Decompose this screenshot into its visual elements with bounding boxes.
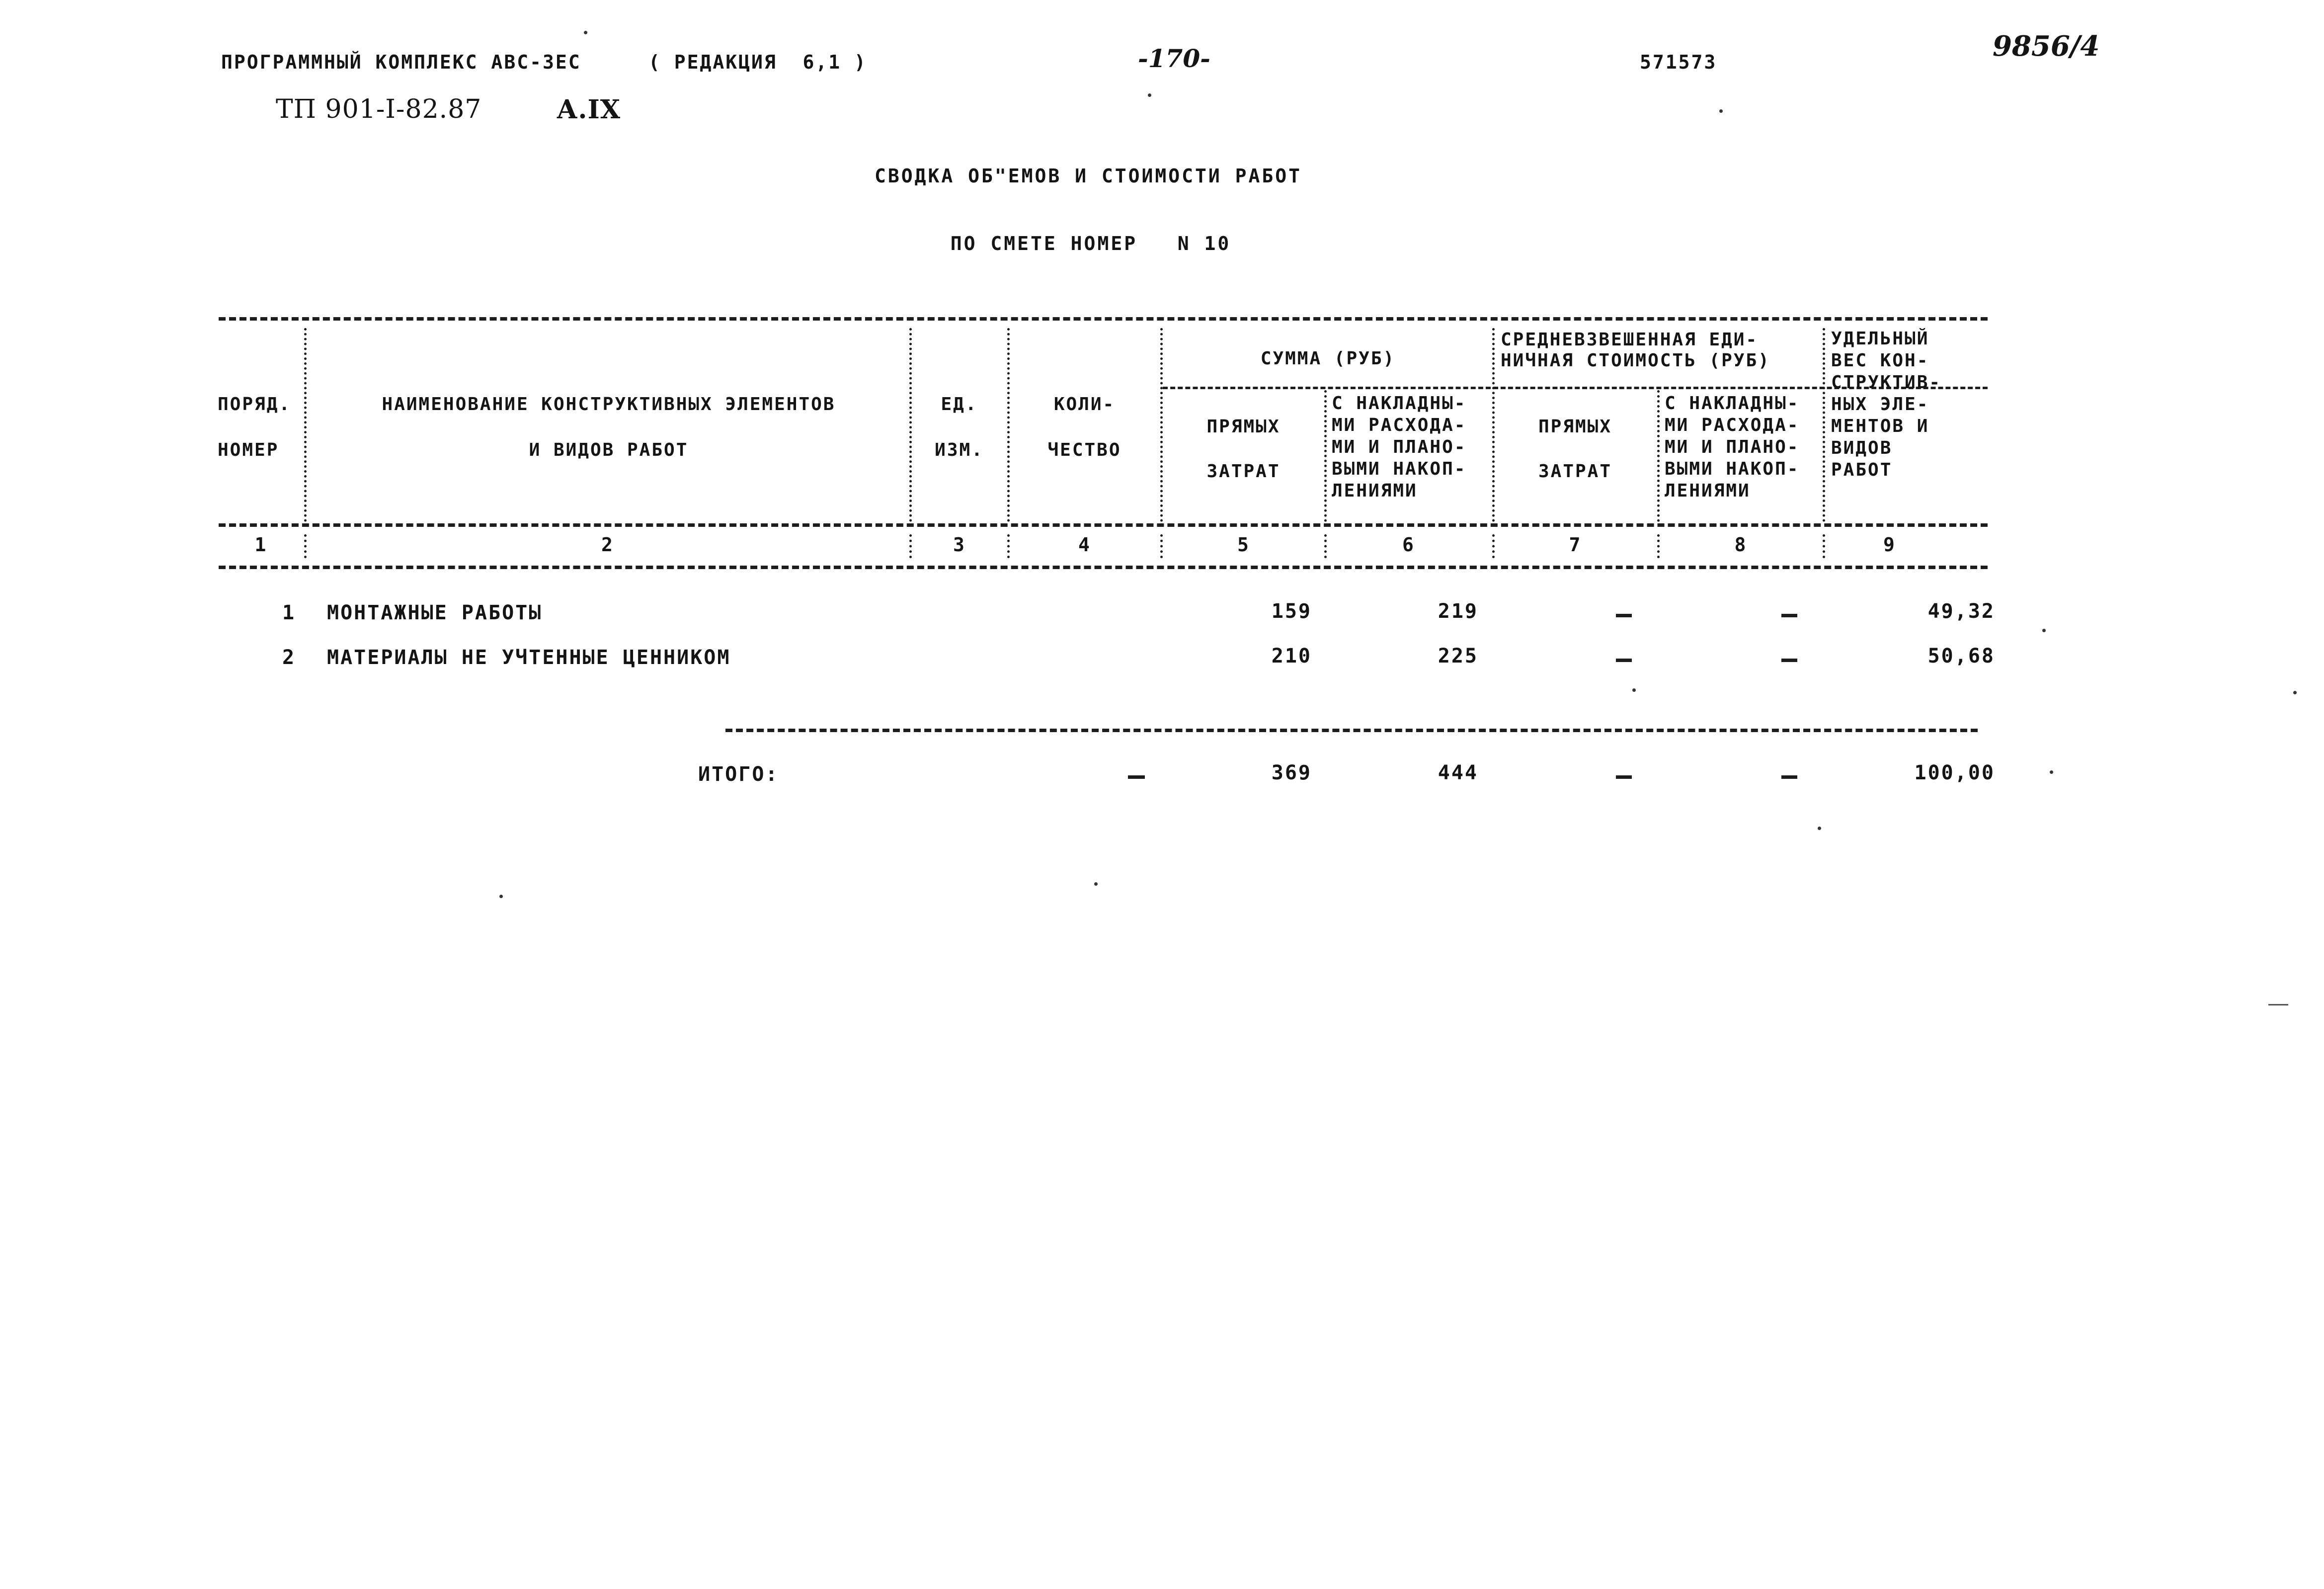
header-col1-line2: НОМЕР [218,440,279,460]
row-direct-cost: 159 [1271,600,1312,623]
row-avg-direct [1616,614,1632,617]
header-col7-line1: ПРЯМЫХ [1538,417,1612,437]
table-top-rule [219,317,1988,321]
header-col8-line5: ЛЕНИЯМИ [1665,481,1751,501]
page-number: -170- [1138,44,1210,73]
header-col2-line2: И ВИДОВ РАБОТ [529,440,689,460]
total-rule [725,729,1978,732]
row-overhead-cost: 225 [1438,645,1478,668]
column-number: 6 [1402,534,1415,556]
row-number: 1 [282,601,296,624]
scan-speck [1094,882,1098,886]
row-direct-cost: 210 [1271,645,1312,668]
column-number: 9 [1883,534,1896,556]
scan-mark [2268,1004,2288,1005]
header-col9-line5: МЕНТОВ И [1831,416,1929,436]
total-direct-cost: 369 [1271,761,1312,784]
header-col8-line2: МИ РАСХОДА- [1665,415,1800,435]
numbers-bottom-rule [219,566,1988,569]
header-col6-line5: ЛЕНИЯМИ [1332,481,1418,501]
total-avg-overhead [1781,775,1797,779]
header-col4-line2: ЧЕСТВО [1047,440,1122,460]
scan-speck [2293,691,2297,694]
total-avg-direct [1616,775,1632,779]
col-separator [1492,534,1495,558]
col-separator [304,534,307,558]
total-overhead-cost: 444 [1438,761,1478,784]
header-col6-line2: МИ РАСХОДА- [1332,415,1467,435]
header-col4-line1: КОЛИ- [1053,394,1116,415]
col-separator [1007,534,1010,558]
document-number: 571573 [1640,51,1717,73]
edition-label: ( РЕДАКЦИЯ 6,1 ) [648,51,867,73]
scan-speck [1818,827,1821,830]
col-separator [1657,534,1660,558]
column-number: 2 [601,534,614,556]
header-col8-line1: С НАКЛАДНЫ- [1665,393,1800,414]
header-col6-line3: МИ И ПЛАНО- [1332,437,1467,457]
col-separator [304,328,307,522]
scan-speck [584,31,587,34]
header-col3-line2: ИЗМ. [935,440,984,460]
header-col2-line1: НАИМЕНОВАНИЕ КОНСТРУКТИВНЫХ ЭЛЕМЕНТОВ [382,394,836,415]
header-col5-line2: ЗАТРАТ [1206,461,1281,482]
document-title: СВОДКА ОБ"ЕМОВ И СТОИМОСТИ РАБОТ [874,165,1302,187]
row-number: 2 [282,646,296,669]
row-name: МОНТАЖНЫЕ РАБОТЫ [327,601,543,624]
col-separator [1160,328,1163,522]
header-col6-line1: С НАКЛАДНЫ- [1332,393,1467,414]
header-col9-line1: УДЕЛЬНЫЙ [1831,329,1929,349]
project-code: ТП 901-I-82.87 [276,94,482,124]
header-col1-line1: ПОРЯД. [218,394,292,415]
sum-group-header: СУММА (РУБ) [1260,348,1396,369]
header-col5-line1: ПРЯМЫХ [1206,417,1281,437]
header-col9-line3: СТРУКТИВ- [1831,372,1942,393]
header-bottom-rule [219,523,1988,527]
row-avg-overhead [1781,659,1797,662]
col-separator [1823,328,1825,522]
column-number: 7 [1569,534,1582,556]
col-separator [1324,390,1327,522]
header-col9-line2: ВЕС КОН- [1831,350,1929,371]
scan-speck [499,895,503,898]
avg-group-header-line2: НИЧНАЯ СТОИМОСТЬ (РУБ) [1501,350,1770,371]
header-col8-line3: МИ И ПЛАНО- [1665,437,1800,457]
total-label: ИТОГО: [698,763,779,786]
row-avg-overhead [1781,614,1797,617]
col-separator [1160,534,1163,558]
col-separator [1007,328,1010,522]
col-separator [1657,390,1660,522]
header-col9-line7: РАБОТ [1831,460,1893,480]
header-col8-line4: ВЫМИ НАКОП- [1665,459,1800,479]
column-number: 5 [1237,534,1250,556]
avg-group-header-line1: СРЕДНЕВЗВЕШЕННАЯ ЕДИ- [1501,330,1759,350]
total-weight: 100,00 [1914,761,1995,784]
row-name: МАТЕРИАЛЫ НЕ УЧТЕННЫЕ ЦЕННИКОМ [327,646,731,669]
scan-speck [1148,93,1151,97]
row-weight: 49,32 [1927,600,1995,623]
row-overhead-cost: 219 [1438,600,1478,623]
col-separator [909,534,912,558]
column-number: 4 [1078,534,1091,556]
handwritten-mark: 9856/4 [1993,30,2100,63]
col-separator [1324,534,1327,558]
header-col9-line6: ВИДОВ [1831,438,1893,458]
column-number: 3 [953,534,965,556]
sum-group-rule [1163,387,1491,389]
col-separator [1823,534,1825,558]
row-avg-direct [1616,659,1632,662]
header-col6-line4: ВЫМИ НАКОП- [1332,459,1467,479]
header-col7-line2: ЗАТРАТ [1538,461,1612,482]
header-col3-line1: ЕД. [941,394,978,415]
column-number: 1 [254,534,267,556]
row-weight: 50,68 [1927,645,1995,668]
scan-speck [1719,109,1723,113]
scan-speck [2042,629,2046,632]
estimate-number: ПО СМЕТЕ НОМЕР N 10 [950,233,1231,254]
col-separator [1492,328,1495,522]
col-separator [909,328,912,522]
program-name: ПРОГРАММНЫЙ КОМПЛЕКС АВС-3ЕС [221,51,581,73]
header-col9-line4: НЫХ ЭЛЕ- [1831,394,1929,415]
album-number: А.IX [557,94,621,125]
column-number: 8 [1734,534,1747,556]
scan-speck [1632,688,1636,692]
total-qty [1128,775,1145,779]
scan-speck [2050,770,2053,774]
